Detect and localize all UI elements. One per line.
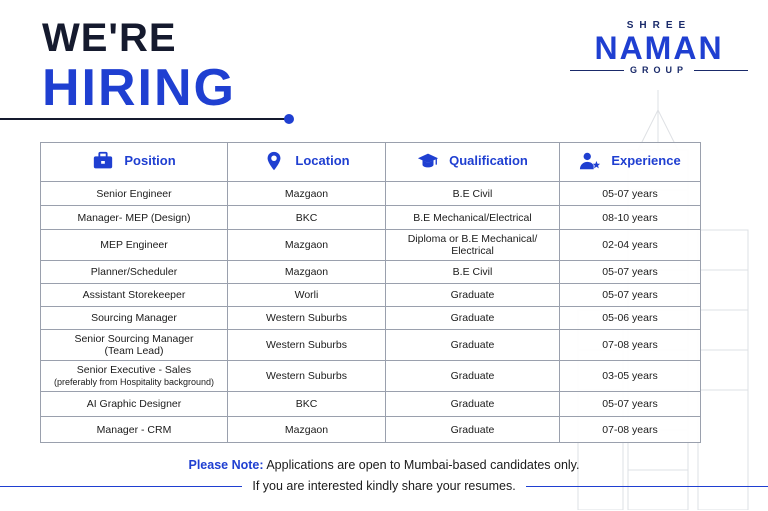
position-cell (41, 330, 228, 361)
share-rule-left (0, 486, 242, 487)
location-cell: Mazgaon (228, 417, 386, 443)
qualification-cell: Graduate (386, 284, 560, 307)
note-text: Applications are open to Mumbai-based candidates only. (266, 458, 580, 472)
position-cell: Assistant Storekeeper (41, 284, 228, 307)
table-row (41, 361, 701, 392)
share-line (0, 478, 768, 494)
position-note: (Team Lead) (104, 345, 164, 357)
experience-cell: 07-08 years (560, 330, 701, 361)
position-cell (41, 361, 228, 392)
table-row (41, 206, 701, 230)
position-cell: MEP Engineer (41, 230, 228, 261)
column-header-label: Location (295, 153, 350, 168)
qualification-cell: B.E Civil (386, 261, 560, 284)
qualification-cell: Graduate (386, 307, 560, 330)
location-cell: Mazgaon (228, 230, 386, 261)
table-row (41, 417, 701, 443)
experience-cell: 08-10 years (560, 206, 701, 230)
column-header-position (41, 143, 228, 182)
column-header-label: Position (124, 153, 176, 168)
table-row (41, 182, 701, 206)
location-cell: BKC (228, 206, 386, 230)
company-logo (570, 20, 748, 75)
experience-cell: 05-07 years (560, 182, 701, 206)
share-text: If you are interested kindly share your resumes. (252, 479, 516, 493)
logo-top-text: SHREE (626, 20, 692, 31)
table-row (41, 330, 701, 361)
headline (42, 18, 236, 116)
logo-name: NAMAN (594, 30, 724, 66)
location-cell: Worli (228, 284, 386, 307)
logo-rule-right (694, 70, 748, 71)
qualification-cell: Graduate (386, 417, 560, 443)
location-cell: Mazgaon (228, 261, 386, 284)
qualification-cell: Diploma or B.E Mechanical/ Electrical (386, 230, 560, 261)
position-note: (preferably from Hospitality background) (53, 377, 215, 387)
experience-cell: 03-05 years (560, 361, 701, 392)
position-cell: Senior Engineer (41, 182, 228, 206)
position-title: Senior Sourcing Manager (74, 333, 194, 345)
experience-cell: 05-07 years (560, 261, 701, 284)
headline-line1: WE'RE (42, 16, 177, 60)
qualification-cell: B.E Civil (386, 182, 560, 206)
table-row (41, 284, 701, 307)
headline-line2: HIRING (42, 59, 236, 117)
column-header-location (228, 143, 386, 182)
table-row (41, 261, 701, 284)
location-cell: Western Suburbs (228, 330, 386, 361)
experience-cell: 05-07 years (560, 284, 701, 307)
qualification-cell: Graduate (386, 330, 560, 361)
headline-underline (0, 118, 288, 120)
experience-cell: 07-08 years (560, 417, 701, 443)
position-cell: Manager - CRM (41, 417, 228, 443)
location-cell: BKC (228, 392, 386, 417)
location-pin-icon (263, 150, 285, 172)
logo-bottom (570, 65, 748, 75)
position-cell: Sourcing Manager (41, 307, 228, 330)
location-cell: Western Suburbs (228, 307, 386, 330)
column-header-label: Qualification (449, 153, 528, 168)
position-cell: Planner/Scheduler (41, 261, 228, 284)
experience-cell: 02-04 years (560, 230, 701, 261)
table-row (41, 307, 701, 330)
qualification-cell: B.E Mechanical/Electrical (386, 206, 560, 230)
location-cell: Mazgaon (228, 182, 386, 206)
jobs-table (40, 142, 701, 443)
column-header-experience (560, 143, 701, 182)
share-rule-right (526, 486, 768, 487)
position-cell: Manager- MEP (Design) (41, 206, 228, 230)
person-star-icon (579, 150, 601, 172)
logo-bottom-text: GROUP (630, 65, 689, 75)
column-header-label: Experience (611, 153, 681, 168)
location-cell: Western Suburbs (228, 361, 386, 392)
footer-note (0, 458, 768, 472)
table-row (41, 230, 701, 261)
table-row (41, 392, 701, 417)
column-header-qualification (386, 143, 560, 182)
note-label: Please Note: (188, 458, 264, 472)
experience-cell: 05-07 years (560, 392, 701, 417)
table-header-row (41, 143, 701, 182)
headline-underline-dot (284, 114, 294, 124)
logo-rule-left (570, 70, 624, 71)
experience-cell: 05-06 years (560, 307, 701, 330)
briefcase-icon (92, 150, 114, 172)
qualification-cell: Graduate (386, 392, 560, 417)
qualification-cell: Graduate (386, 361, 560, 392)
graduation-cap-icon (417, 150, 439, 172)
position-cell: AI Graphic Designer (41, 392, 228, 417)
position-title: Senior Executive - Sales (76, 364, 192, 376)
